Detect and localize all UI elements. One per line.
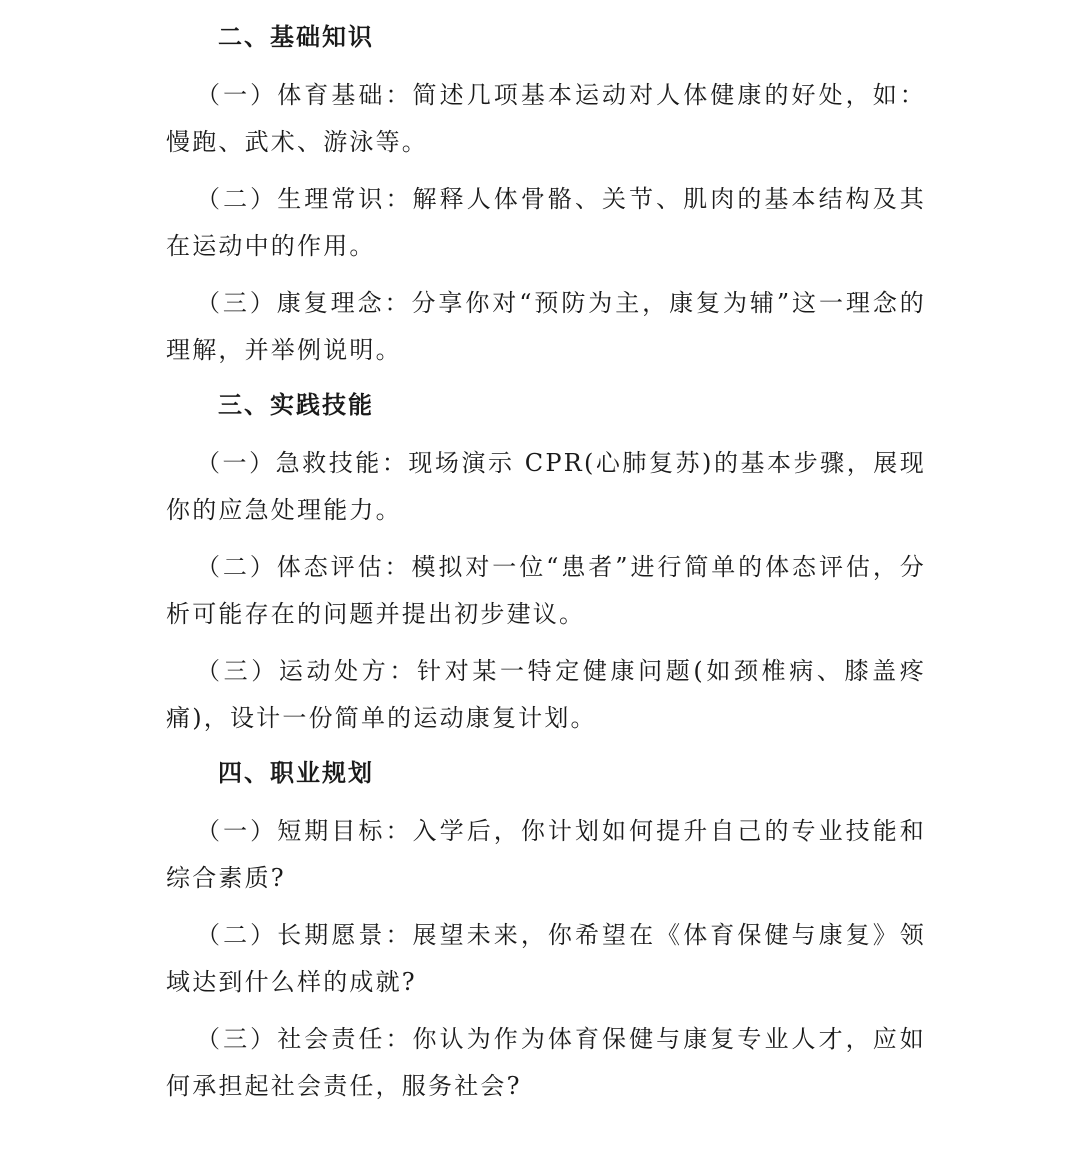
item-physiology: （二）生理常识：解释人体骨骼、关节、肌肉的基本结构及其在运动中的作用。: [166, 185, 926, 260]
item-short-term-goal: （一）短期目标：入学后，你计划如何提升自己的专业技能和综合素质?: [166, 817, 926, 892]
item-posture-assessment: （二）体态评估：模拟对一位“患者”进行简单的体态评估，分析可能存在的问题并提出初步建议。: [166, 553, 926, 628]
item-long-term-vision: （二）长期愿景：展望未来，你希望在《体育保健与康复》领域达到什么样的成就?: [166, 921, 926, 996]
item-exercise-prescription: （三）运动处方：针对某一特定健康问题(如颈椎病、膝盖疼痛)，设计一份简单的运动康复计划。: [166, 657, 926, 732]
item-social-responsibility: （三）社会责任：你认为作为体育保健与康复专业人才，应如何承担起社会责任，服务社会?: [166, 1025, 926, 1100]
section-heading-career-planning: 四、职业规划: [218, 759, 374, 787]
item-first-aid: （一）急救技能：现场演示 CPR(心肺复苏)的基本步骤，展现你的应急处理能力。: [166, 449, 926, 524]
section-heading-practical-skills: 三、实践技能: [218, 391, 374, 419]
item-rehab-concept: （三）康复理念：分享你对“预防为主，康复为辅”这一理念的理解，并举例说明。: [166, 289, 926, 364]
section-heading-basic-knowledge: 二、基础知识: [218, 23, 374, 51]
item-sports-basics: （一）体育基础：简述几项基本运动对人体健康的好处，如：慢跑、武术、游泳等。: [166, 81, 926, 156]
